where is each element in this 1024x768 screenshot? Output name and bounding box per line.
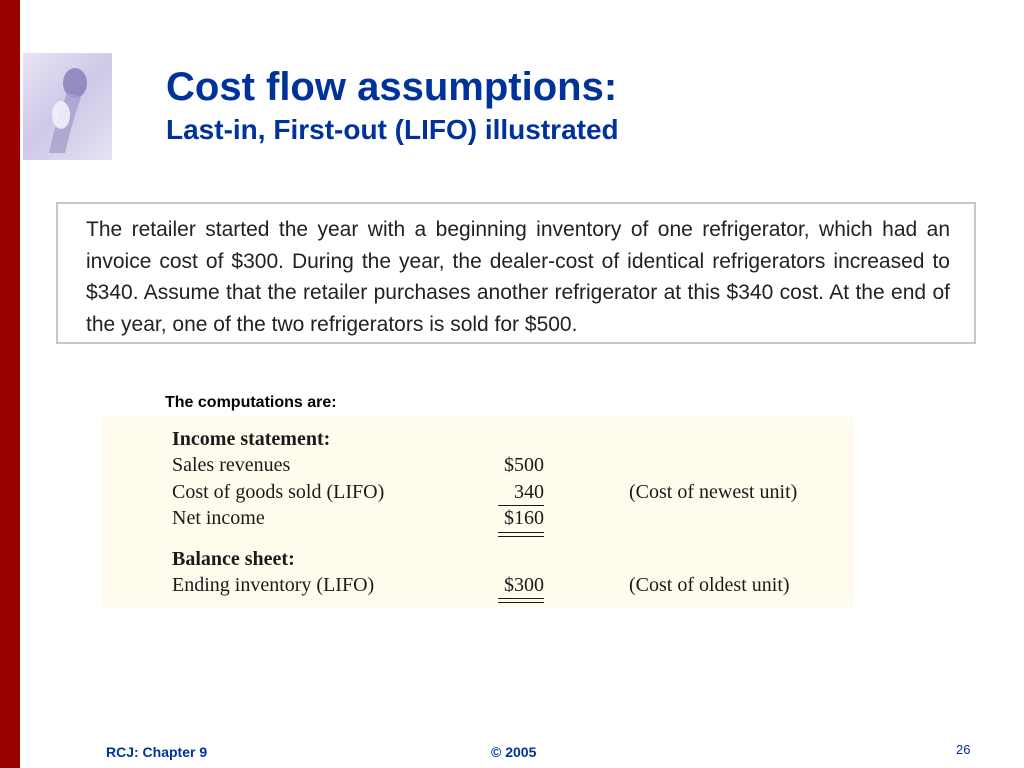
cogs-amount: 340 [514, 481, 544, 503]
sales-revenues-amount: $500 [504, 454, 544, 476]
keyhole-figure-icon [23, 53, 112, 160]
net-income-double-rule-top [498, 532, 544, 533]
scenario-text: The retailer started the year with a beginning inventory of one refrigerator, which had an invoice cost of $300. During the year, the dealer-cost of identical refrigerators increased to $340. Assume that the retailer purchases another refrigerator at this $340 cost. At the end of the year, one of the two refrigerators is sold for $500. [86, 218, 950, 336]
slide-title: Cost flow assumptions: [166, 65, 618, 109]
inventory-double-rule-bottom [498, 602, 544, 603]
net-income-label: Net income [172, 507, 265, 529]
footer-chapter: RCJ: Chapter 9 [106, 744, 208, 760]
footer-copyright: © 2005 [491, 744, 537, 760]
ending-inventory-note: (Cost of oldest unit) [629, 574, 790, 596]
cogs-note: (Cost of newest unit) [629, 481, 798, 503]
financial-statement [102, 417, 854, 607]
net-income-amount: $160 [504, 507, 544, 529]
computations-label: The computations are: [165, 394, 337, 411]
sales-revenues-label: Sales revenues [172, 454, 291, 476]
cogs-label: Cost of goods sold (LIFO) [172, 481, 385, 503]
balance-sheet-heading: Balance sheet: [172, 548, 295, 570]
income-statement-heading: Income statement: [172, 428, 331, 450]
net-income-double-rule-bottom [498, 536, 544, 537]
ending-inventory-amount: $300 [504, 574, 544, 596]
ending-inventory-label: Ending inventory (LIFO) [172, 574, 375, 596]
inventory-double-rule-top [498, 598, 544, 599]
scenario-box [56, 202, 976, 344]
left-accent-bar [0, 0, 20, 768]
decorative-image [23, 53, 112, 160]
slide-subtitle: Last-in, First-out (LIFO) illustrated [166, 114, 619, 145]
page-number: 26 [956, 742, 971, 757]
